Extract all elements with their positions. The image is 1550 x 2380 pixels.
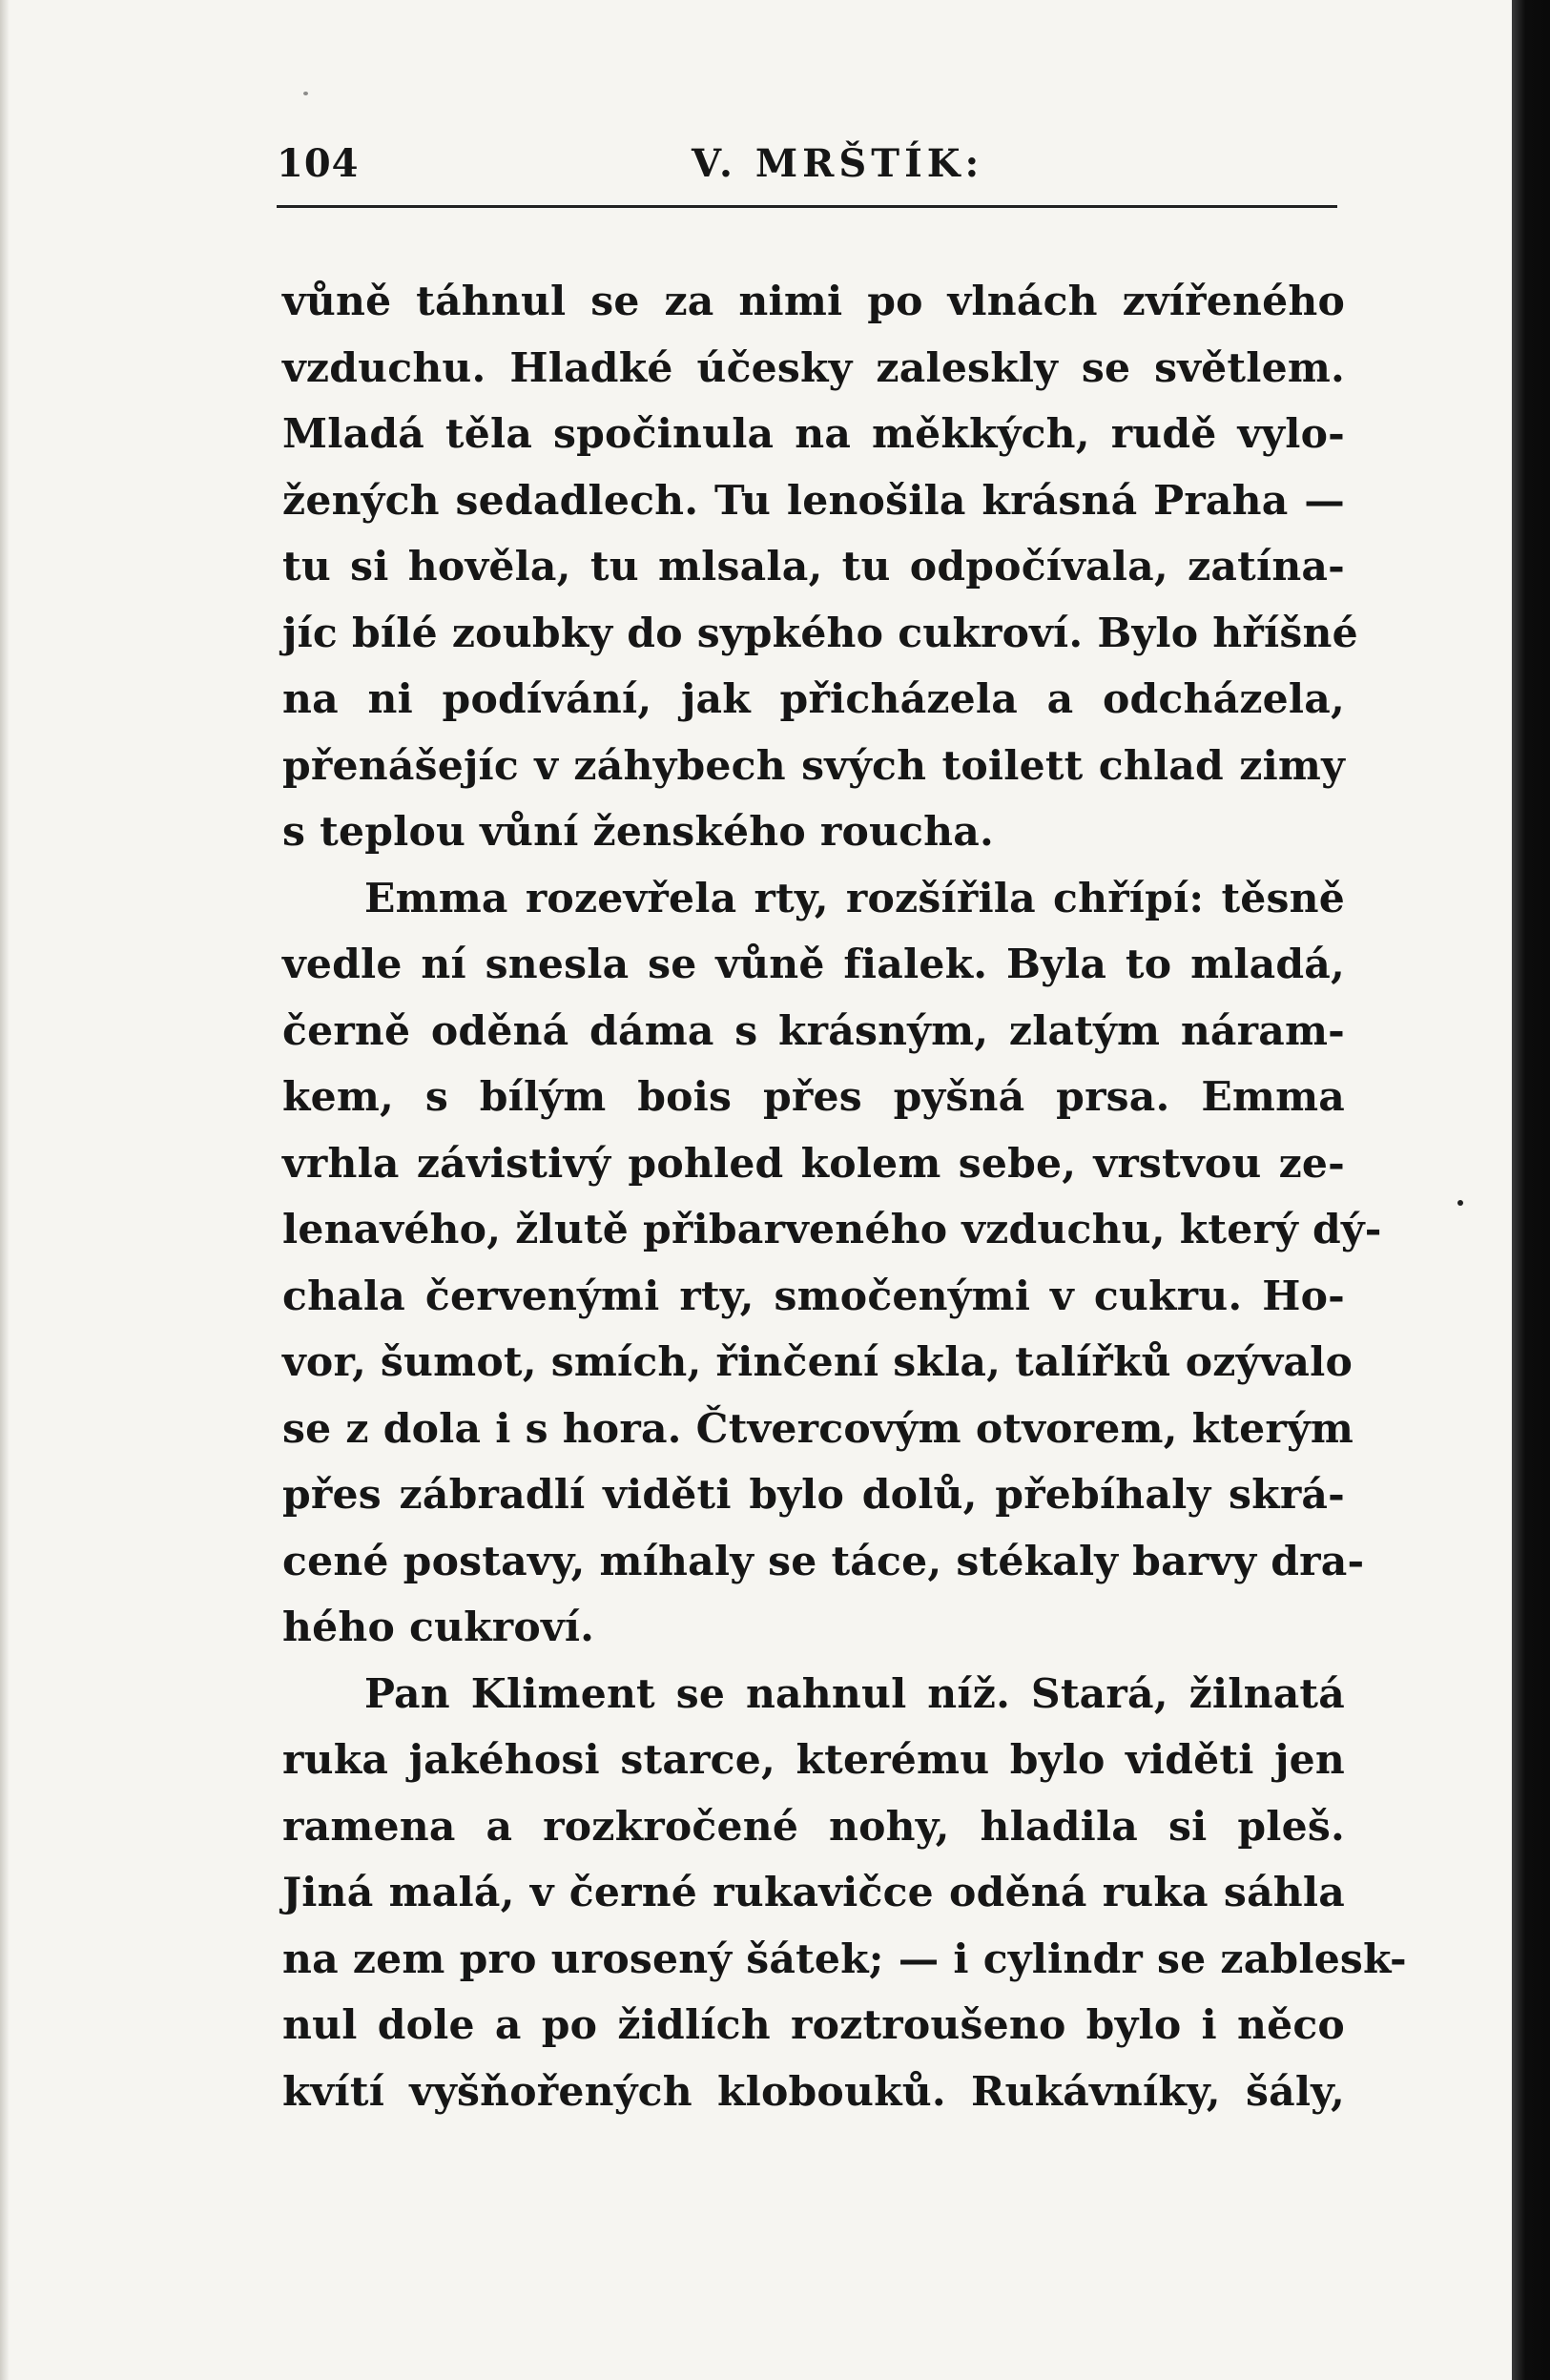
- text-line: Pan Kliment se nahnul níž. Stará, žilnatá: [364, 1669, 1345, 1718]
- page-number: 104: [277, 141, 360, 186]
- text-line: lenavého, žlutě přibarveného vzduchu, který dý-: [282, 1206, 1382, 1253]
- text-line: vor, šumot, smích, řinčení skla, talířků ozývalo: [282, 1338, 1354, 1386]
- text-line: vedle ní snesla se vůně fialek. Byla to mladá,: [282, 941, 1345, 988]
- text-line: jíc bílé zoubky do sypkého cukroví. Bylo hříšné: [282, 609, 1358, 657]
- text-line: hého cukroví.: [282, 1604, 595, 1651]
- header-rule: [277, 205, 1337, 208]
- text-line: se z dola i s hora. Čtvercovým otvorem, kterým: [282, 1404, 1354, 1453]
- text-line: Mladá těla spočinula na měkkých, rudě vylo-: [282, 410, 1345, 458]
- print-speck: [1457, 1200, 1463, 1206]
- print-speck: [303, 92, 308, 95]
- text-line: vrhla závistivý pohled kolem sebe, vrstvou ze-: [282, 1139, 1345, 1188]
- page-header: [277, 141, 1340, 198]
- text-line: tu si hověla, tu mlsala, tu odpočívala, zatína-: [282, 543, 1345, 590]
- text-line: Emma rozevřela rty, rozšířila chřípí: těsně: [364, 874, 1345, 922]
- body-text: [282, 269, 1407, 2125]
- text-line: na ni podívání, jak přicházela a odcházela,: [282, 675, 1345, 723]
- text-line: vzduchu. Hladké účesky zaleskly se světlem.: [282, 343, 1345, 392]
- text-line: nul dole a po židlích roztroušeno bylo i něco: [282, 2001, 1345, 2049]
- text-line: ramena a rozkročené nohy, hladila si pleš.: [282, 1802, 1345, 1851]
- text-line: přenášejíc v záhybech svých toilett chlad zimy: [282, 741, 1345, 790]
- text-line: cené postavy, míhaly se táce, stékaly barvy dra-: [282, 1537, 1365, 1585]
- text-line: přes zábradlí viděti bylo dolů, přebíhaly skrá-: [282, 1471, 1345, 1519]
- text-line: kvítí vyšňořených klobouků. Rukávníky, šály,: [282, 2067, 1345, 2116]
- book-spine-shadow: [1512, 0, 1550, 2380]
- text-line: s teplou vůní ženského roucha.: [282, 808, 995, 856]
- text-line: ruka jakéhosi starce, kterému bylo viděti jen: [282, 1736, 1345, 1784]
- text-line: na zem pro urosený šátek; — i cylindr se zablesk-: [282, 1935, 1407, 1983]
- page-edge-shadow: [0, 0, 10, 2380]
- running-head: V. MRŠTÍK:: [692, 141, 984, 186]
- text-line: vůně táhnul se za nimi po vlnách zvířeného: [282, 278, 1345, 325]
- text-line: chala červenými rty, smočenými v cukru. Ho-: [282, 1272, 1345, 1320]
- text-line: kem, s bílým bois přes pyšná prsa. Emma: [282, 1073, 1345, 1121]
- text-line: Jiná malá, v černé rukavičce oděná ruka sáhla: [282, 1869, 1345, 1916]
- text-line: žených sedadlech. Tu lenošila krásná Praha —: [282, 476, 1345, 525]
- text-line: černě oděná dáma s krásným, zlatým náram-: [282, 1006, 1345, 1055]
